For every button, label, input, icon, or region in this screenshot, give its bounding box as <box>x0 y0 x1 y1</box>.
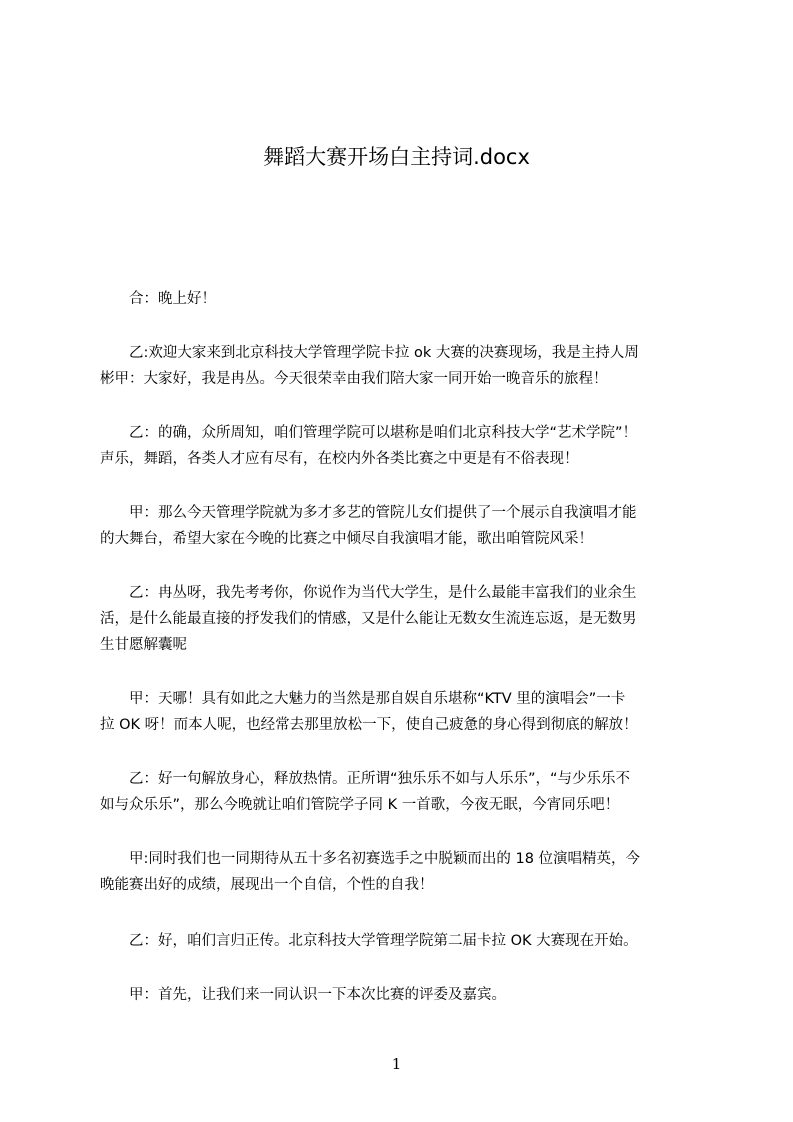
paragraph-line: 乙：好，咱们言归正传。北京科技大学管理学院第二届卡拉 OK 大赛现在开始。 <box>129 933 638 949</box>
paragraph-line: 的大舞台，希望大家在今晚的比赛之中倾尽自我演唱才能，歌出咱管院风采！ <box>100 531 593 547</box>
paragraph <box>100 580 712 658</box>
paragraph <box>100 846 712 898</box>
paragraph <box>100 766 712 818</box>
paragraph-line: 甲:同时我们也一同期待从五十多名初赛选手之中脱颖而出的 18 位演唱精英，今 <box>129 851 641 867</box>
paragraph-line: 乙：好一句解放身心，释放热情。正所谓“独乐乐不如与人乐乐”，“与少乐乐不 <box>129 771 631 787</box>
paragraph-line: 甲：那么今天管理学院就为多才多艺的管院儿女们提供了一个展示自我演唱才能 <box>129 505 637 521</box>
paragraph <box>100 420 712 472</box>
paragraph-line: 甲：首先，让我们来一同认识一下本次比赛的评委及嘉宾。 <box>129 987 506 1003</box>
paragraph-line: 乙:欢迎大家来到北京科技大学管理学院卡拉 ok 大赛的决赛现场，我是主持人周 <box>129 345 639 361</box>
paragraph-line: 活，是什么能最直接的抒发我们的情感，又是什么能让无数女生流连忘返，是无数男 <box>100 611 637 627</box>
paragraph-line: 合：晚上好！ <box>129 291 216 307</box>
paragraph-line: 生甘愿解囊呢 <box>100 637 187 653</box>
paragraph <box>100 928 712 954</box>
paragraph-line: 甲：天哪！具有如此之大魅力的当然是那自娱自乐堪称“KTV 里的演唱会”一卡 <box>129 691 626 707</box>
page-number: 1 <box>391 1055 402 1073</box>
document-title: 舞蹈大赛开场白主持词.docx <box>263 145 530 169</box>
paragraph <box>100 286 712 312</box>
paragraph <box>100 686 712 738</box>
paragraph-line: 拉 OK 呀！而本人呢，也经常去那里放松一下，使自己疲惫的身心得到彻底的解放！ <box>100 717 638 733</box>
paragraph <box>100 500 712 552</box>
paragraph <box>100 982 712 1008</box>
paragraph-line: 乙：冉丛呀，我先考考你，你说作为当代大学生，是什么最能丰富我们的业余生 <box>129 585 637 601</box>
paragraph <box>100 340 712 392</box>
paragraph-line: 声乐，舞蹈，各类人才应有尽有，在校内外各类比赛之中更是有不俗表现！ <box>100 451 579 467</box>
paragraph-line: 晚能赛出好的成绩，展现出一个自信，个性的自我！ <box>100 877 434 893</box>
paragraph-line: 乙：的确，众所周知，咱们管理学院可以堪称是咱们北京科技大学“艺术学院”！ <box>129 425 638 441</box>
paragraph-line: 彬甲：大家好，我是冉丛。今天很荣幸由我们陪大家一同开始一晚音乐的旅程！ <box>100 371 608 387</box>
paragraph-line: 如与众乐乐”，那么今晚就让咱们管院学子同 K 一首歌，今夜无眠，今宵同乐吧！ <box>100 797 620 813</box>
